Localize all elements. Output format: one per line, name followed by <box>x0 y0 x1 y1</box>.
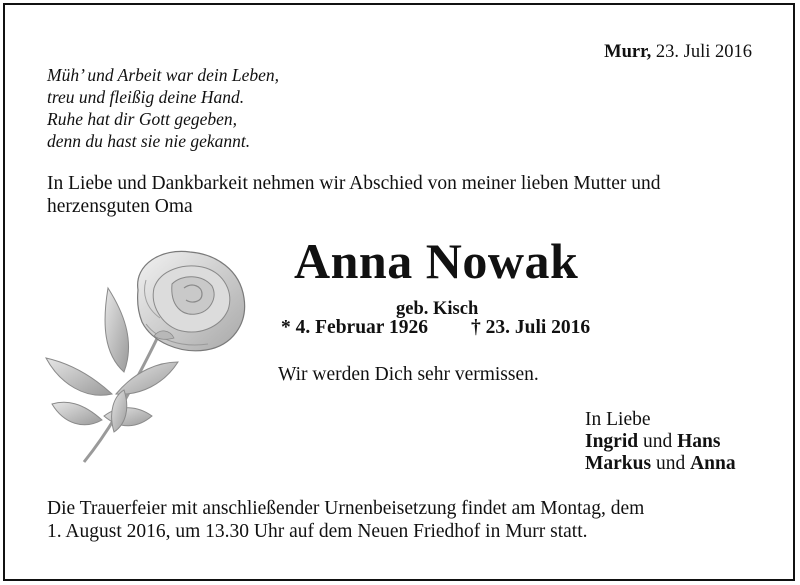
signature-opening: In Liebe <box>585 409 651 430</box>
mourner-name: Anna <box>690 453 736 474</box>
dateline <box>604 42 752 63</box>
mourner-name: Ingrid <box>585 431 639 452</box>
funeral-line: Die Trauerfeier mit anschließender Urnenbeisetzung findet am Montag, dem <box>47 498 645 519</box>
death-date: † 23. Juli 2016 <box>471 317 591 338</box>
mourner-name: Markus <box>585 453 652 474</box>
poem <box>47 64 279 152</box>
funeral-line: 1. August 2016, um 13.30 Uhr auf dem Neuen Friedhof in Murr statt. <box>47 521 588 542</box>
signature-line <box>585 431 736 453</box>
farewell-line: Wir werden Dich sehr vermissen. <box>278 364 539 385</box>
poem-line: treu und fleißig deine Hand. <box>47 87 245 107</box>
rose-icon <box>42 244 252 466</box>
intro-text <box>47 172 661 218</box>
poem-line: denn du hast sie nie gekannt. <box>47 131 251 151</box>
intro-line: In Liebe und Dankbarkeit nehmen wir Abschied von meiner lieben Mutter und <box>47 173 661 194</box>
birth-date: * 4. Februar 1926 <box>281 317 428 338</box>
signature-block <box>585 409 736 475</box>
dateline-date: 23. Juli 2016 <box>655 42 752 62</box>
intro-line: herzensguten Oma <box>47 196 193 217</box>
poem-line: Müh’ und Arbeit war dein Leben, <box>47 65 280 85</box>
mourner-name: Hans <box>677 431 721 452</box>
maiden-name: geb. Kisch <box>396 299 479 319</box>
funeral-info <box>47 497 644 543</box>
poem-line: Ruhe hat dir Gott gegeben, <box>47 109 238 129</box>
conjunction: und <box>655 453 686 474</box>
conjunction: und <box>642 431 673 452</box>
dateline-place: Murr, <box>604 42 652 62</box>
signature-line <box>585 453 736 475</box>
deceased-name: Anna Nowak <box>294 233 579 289</box>
